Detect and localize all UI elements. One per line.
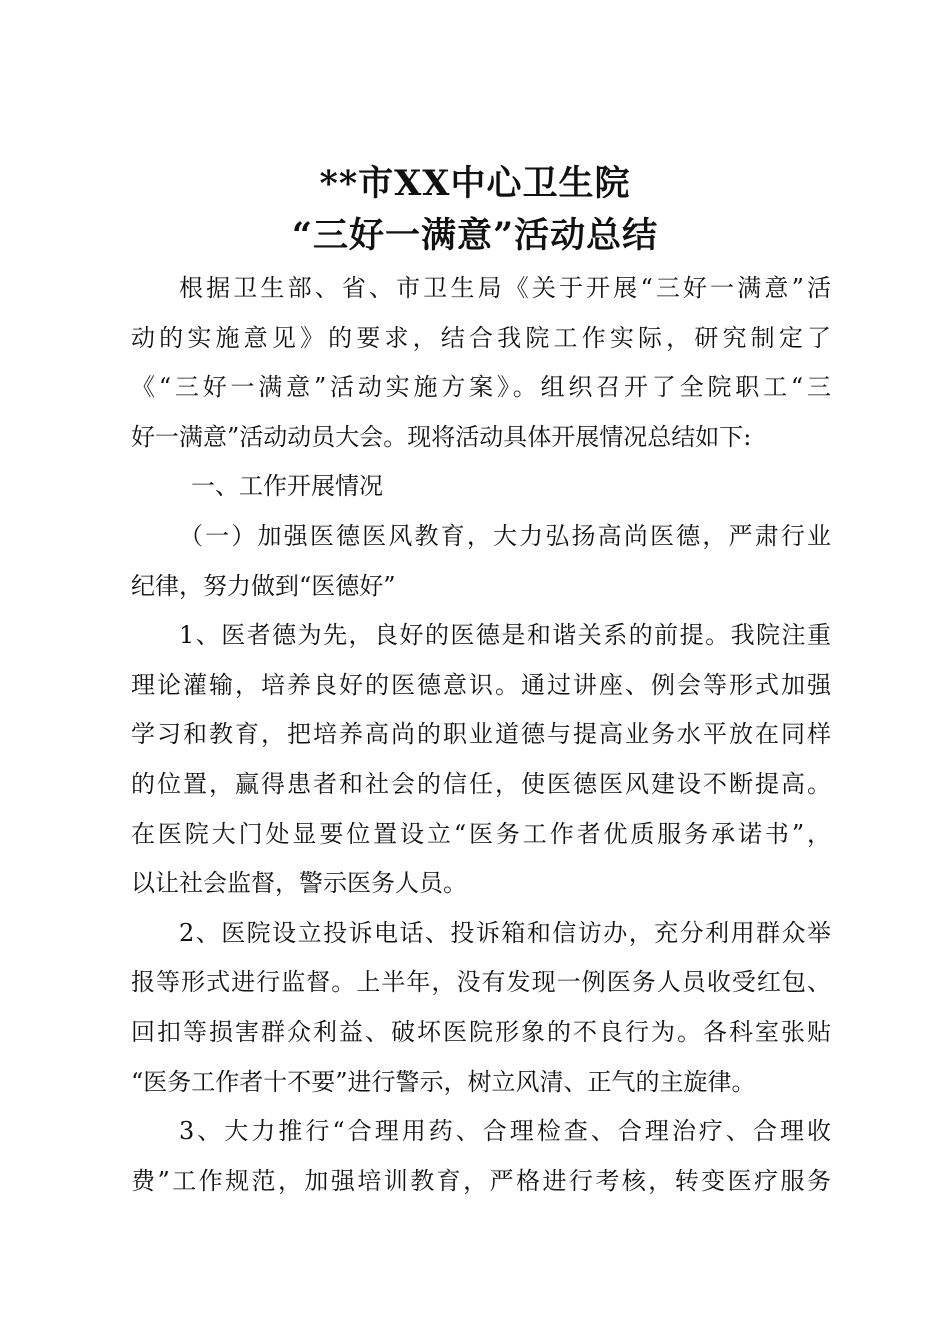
paragraph-line: 3、大力推行“合理用药、合理检查、合理治疗、合理收 [179,1117,831,1146]
paragraph-line: 《“三好一满意”活动实施方案》。组织召开了全院职工“三 [131,373,831,402]
title-line-2: “三好一满意”活动总结 [291,215,659,256]
paragraph-line: 学习和教育，把培养高尚的职业道德与提高业务水平放在同样 [131,720,831,749]
paragraph-line: 理论灌输，培养良好的医德意识。通过讲座、例会等形式加强 [131,670,831,699]
paragraph-line: 1、医者德为先，良好的医德是和谐关系的前提。我院注重 [179,621,831,650]
paragraph-line: 根据卫生部、省、市卫生局《关于开展“三好一满意”活 [179,274,831,302]
paragraph-line: 回扣等损害群众利益、破坏医院形象的不良行为。各科室张贴 [131,1017,831,1046]
paragraph-line: 报等形式进行监督。上半年，没有发现一例医务人员收受红包、 [131,968,831,997]
title-line-1: **市XX中心卫生院 [319,163,631,204]
paragraph-line: 的位置，赢得患者和社会的信任，使医德医风建设不断提高。 [131,769,831,798]
document-title [0,158,950,262]
document-body [131,264,831,1206]
paragraph-line: 费”工作规范，加强培训教育，严格进行考核，转变医疗服务 [131,1166,831,1195]
section-heading: 一、工作开展情况 [191,472,383,501]
paragraph-line: 在医院大门处显要位置设立“医务工作者优质服务承诺书”， [131,819,831,848]
paragraph-line: 2、医院设立投诉电话、投诉箱和信访办，充分利用群众举 [179,918,831,947]
paragraph-line: 以让社会监督，警示医务人员。 [131,869,467,898]
subsection-heading-line: 纪律，努力做到“医德好” [131,571,396,600]
paragraph-line: 动的实施意见》的要求，结合我院工作实际，研究制定了 [131,323,831,352]
paragraph-line: 好一满意”活动动员大会。现将活动具体开展情况总结如下: [131,422,752,451]
paragraph-line: “医务工作者十不要”进行警示，树立风清、正气的主旋律。 [131,1067,756,1096]
subsection-heading-line: （一）加强医德医风教育，大力弘扬高尚医德，严肃行业 [179,521,831,550]
